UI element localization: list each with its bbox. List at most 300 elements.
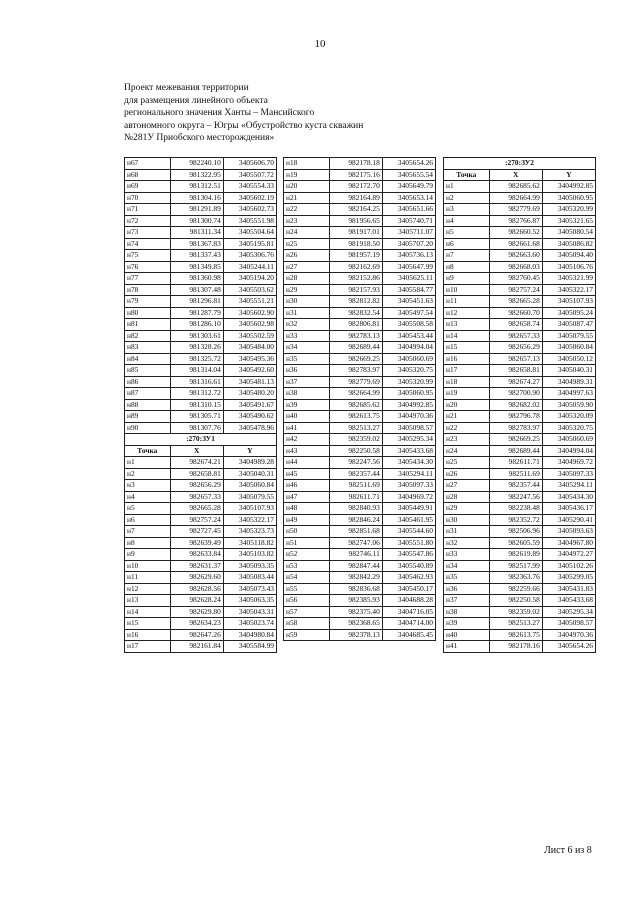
x-coordinate-cell: 982700.90 [489,388,542,400]
point-id-cell: н26 [284,250,330,262]
y-coordinate-cell: 3404969.72 [382,491,435,503]
y-coordinate-cell: 3405107.93 [542,296,595,308]
table-row [125,273,277,285]
section-title: :270:ЗУ1 [125,434,277,446]
table-row [444,422,596,434]
y-coordinate-cell: 3405094.40 [542,250,595,262]
table-row [125,629,277,641]
coordinates-table-right [443,157,596,653]
point-id-cell: н31 [284,307,330,319]
point-id-cell: н35 [444,572,490,584]
y-coordinate-cell: 3405060.84 [223,480,276,492]
y-coordinate-cell: 3405602.73 [223,204,276,216]
y-coordinate-cell: 3405551.21 [223,296,276,308]
table-row [444,411,596,423]
point-id-cell: н12 [125,583,171,595]
table-row [444,342,596,354]
y-coordinate-cell: 3405095.24 [542,307,595,319]
x-coordinate-cell: 982760.45 [489,273,542,285]
heading-line: для размещения линейного объекта [124,95,268,106]
table-row [284,572,436,584]
x-coordinate-cell: 982660.70 [489,307,542,319]
x-coordinate-cell: 981337.43 [170,250,223,262]
point-id-cell: н34 [284,342,330,354]
point-id-cell: н39 [284,399,330,411]
point-id-cell: н51 [284,537,330,549]
x-coordinate-cell: 982240.10 [170,158,223,170]
x-coordinate-cell: 982164.89 [329,192,382,204]
table-row [125,549,277,561]
point-id-cell: н20 [444,399,490,411]
y-coordinate-cell: 3405481.13 [223,376,276,388]
y-coordinate-cell: 3405651.66 [382,204,435,216]
x-coordinate-cell: 982663.60 [489,250,542,262]
y-coordinate-cell: 3405434.30 [382,457,435,469]
y-coordinate-cell: 3405461.95 [382,514,435,526]
column-header-point: Точка [125,445,171,457]
point-id-cell: н30 [284,296,330,308]
x-coordinate-cell: 981307.76 [170,422,223,434]
x-coordinate-cell: 981917.01 [329,227,382,239]
x-coordinate-cell: 982669.25 [329,353,382,365]
x-coordinate-cell: 981296.81 [170,296,223,308]
table-row [125,537,277,549]
table-row [284,238,436,250]
y-coordinate-cell: 3405107.93 [223,503,276,515]
table-row [125,422,277,434]
x-coordinate-cell: 982783.13 [329,330,382,342]
y-coordinate-cell: 3405118.82 [223,537,276,549]
x-coordinate-cell: 982747.06 [329,537,382,549]
table-row [125,583,277,595]
x-coordinate-cell: 982689.44 [329,342,382,354]
point-id-cell: н35 [284,353,330,365]
x-coordinate-cell: 982375.40 [329,606,382,618]
x-coordinate-cell: 982359.02 [489,606,542,618]
table-row [444,307,596,319]
y-coordinate-cell: 3405450.17 [382,583,435,595]
y-coordinate-cell: 3405449.91 [382,503,435,515]
sheet-counter: Лист 6 из 8 [544,845,592,856]
x-coordinate-cell: 981305.71 [170,411,223,423]
table-row [444,629,596,641]
y-coordinate-cell: 3405294.11 [542,480,595,492]
column-header-row [125,445,277,457]
point-id-cell: н22 [444,422,490,434]
point-id-cell: н70 [125,192,171,204]
y-coordinate-cell: 3405320.99 [382,376,435,388]
x-coordinate-cell: 982629.60 [170,572,223,584]
heading-line: №281У Приобского месторождения» [124,133,275,143]
table-row [444,491,596,503]
y-coordinate-cell: 3404970.36 [382,411,435,423]
point-id-cell: н8 [444,261,490,273]
table-row [125,526,277,538]
x-coordinate-cell: 982660.52 [489,227,542,239]
table-row [284,250,436,262]
point-id-cell: н3 [444,204,490,216]
point-id-cell: н45 [284,468,330,480]
table-row [284,526,436,538]
x-coordinate-cell: 982152.86 [329,273,382,285]
x-coordinate-cell: 981287.79 [170,307,223,319]
table-row [125,560,277,572]
y-coordinate-cell: 3405433.68 [382,445,435,457]
table-row [444,583,596,595]
y-coordinate-cell: 3405060.69 [382,353,435,365]
y-coordinate-cell: 3405060.69 [542,434,595,446]
y-coordinate-cell: 3405102.26 [542,560,595,572]
point-id-cell: н58 [284,618,330,630]
x-coordinate-cell: 982385.93 [329,595,382,607]
x-coordinate-cell: 982511.69 [329,480,382,492]
table-row [444,514,596,526]
x-coordinate-cell: 982611.71 [329,491,382,503]
x-coordinate-cell: 982783.97 [489,422,542,434]
y-coordinate-cell: 3405654.26 [382,158,435,170]
point-id-cell: н32 [444,537,490,549]
y-coordinate-cell: 3404688.28 [382,595,435,607]
x-coordinate-cell: 982657.33 [489,330,542,342]
y-coordinate-cell: 3405322.17 [223,514,276,526]
y-coordinate-cell: 3405290.41 [542,514,595,526]
x-coordinate-cell: 982250.58 [489,595,542,607]
y-coordinate-cell: 3405195.81 [223,238,276,250]
table-row [125,606,277,618]
point-id-cell: н57 [284,606,330,618]
heading-line: Проект межевания территории [124,83,249,93]
table-row [444,353,596,365]
y-coordinate-cell: 3405098.57 [382,422,435,434]
x-coordinate-cell: 982783.97 [329,365,382,377]
point-id-cell: н14 [125,606,171,618]
table-row [125,158,277,170]
table-row [125,376,277,388]
point-id-cell: н3 [125,480,171,492]
x-coordinate-cell: 982359.02 [329,434,382,446]
x-coordinate-cell: 982634.23 [170,618,223,630]
x-coordinate-cell: 982836.68 [329,583,382,595]
point-id-cell: н33 [444,549,490,561]
x-coordinate-cell: 982619.89 [489,549,542,561]
table-row [125,227,277,239]
y-coordinate-cell: 3405453.44 [382,330,435,342]
y-coordinate-cell: 3405551.98 [223,215,276,227]
x-coordinate-cell: 982806.81 [329,319,382,331]
point-id-cell: н5 [444,227,490,239]
y-coordinate-cell: 3405606.70 [223,158,276,170]
table-row [125,192,277,204]
y-coordinate-cell: 3405299.05 [542,572,595,584]
table-row [284,296,436,308]
table-row [444,284,596,296]
y-coordinate-cell: 3405654.26 [542,641,595,653]
x-coordinate-cell: 982628.24 [170,595,223,607]
point-id-cell: н56 [284,595,330,607]
y-coordinate-cell: 3405040.31 [223,468,276,480]
y-coordinate-cell: 3405060.95 [542,192,595,204]
table-row [444,250,596,262]
point-id-cell: н38 [284,388,330,400]
x-coordinate-cell: 982511.69 [489,468,542,480]
table-row [125,399,277,411]
table-row [284,169,436,181]
table-row [125,238,277,250]
x-coordinate-cell: 982629.80 [170,606,223,618]
y-coordinate-cell: 3405097.33 [542,468,595,480]
point-id-cell: н15 [444,342,490,354]
point-id-cell: н49 [284,514,330,526]
point-id-cell: н17 [125,641,171,653]
x-coordinate-cell: 982779.69 [489,204,542,216]
y-coordinate-cell: 3405244.11 [223,261,276,273]
y-coordinate-cell: 3405491.67 [223,399,276,411]
point-id-cell: н6 [444,238,490,250]
table-row [284,629,436,641]
table-row [444,606,596,618]
y-coordinate-cell: 3405740.71 [382,215,435,227]
point-id-cell: н47 [284,491,330,503]
y-coordinate-cell: 3405093.63 [542,526,595,538]
table-row [444,537,596,549]
y-coordinate-cell: 3405451.63 [382,296,435,308]
point-id-cell: н7 [125,526,171,538]
y-coordinate-cell: 3405602.98 [223,319,276,331]
table-row [125,572,277,584]
section-title-row [444,158,596,170]
x-coordinate-cell: 981312.72 [170,388,223,400]
point-id-cell: н6 [125,514,171,526]
y-coordinate-cell: 3404716.05 [382,606,435,618]
x-coordinate-cell: 982766.87 [489,215,542,227]
point-id-cell: н86 [125,376,171,388]
x-coordinate-cell: 982727.45 [170,526,223,538]
x-coordinate-cell: 981957.19 [329,250,382,262]
table-row [125,250,277,262]
table-row [284,503,436,515]
y-coordinate-cell: 3405306.76 [223,250,276,262]
point-id-cell: н29 [444,503,490,515]
x-coordinate-cell: 982162.69 [329,261,382,273]
point-id-cell: н4 [125,491,171,503]
point-id-cell: н24 [444,445,490,457]
document-heading [124,82,424,145]
table-row [284,158,436,170]
x-coordinate-cell: 981286.10 [170,319,223,331]
table-row [444,261,596,273]
table-row [125,514,277,526]
y-coordinate-cell: 3405093.35 [223,560,276,572]
x-coordinate-cell: 982812.82 [329,296,382,308]
table-row [284,342,436,354]
point-id-cell: н79 [125,296,171,308]
section-title-row [125,434,277,446]
table-row [284,445,436,457]
table-row [444,376,596,388]
x-coordinate-cell: 982164.25 [329,204,382,216]
point-id-cell: н27 [444,480,490,492]
point-id-cell: н84 [125,353,171,365]
y-coordinate-cell: 3405736.13 [382,250,435,262]
y-coordinate-cell: 3405436.17 [542,503,595,515]
point-id-cell: н33 [284,330,330,342]
x-coordinate-cell: 982665.28 [489,296,542,308]
point-id-cell: н1 [444,181,490,193]
x-coordinate-cell: 982832.54 [329,307,382,319]
point-id-cell: н38 [444,606,490,618]
table-row [284,606,436,618]
x-coordinate-cell: 982664.99 [489,192,542,204]
point-id-cell: н19 [444,388,490,400]
y-coordinate-cell: 3404997.63 [542,388,595,400]
x-coordinate-cell: 982674.27 [489,376,542,388]
x-coordinate-cell: 982779.69 [329,376,382,388]
y-coordinate-cell: 3405320.99 [542,204,595,216]
point-id-cell: н37 [284,376,330,388]
table-row [284,330,436,342]
table-row [284,284,436,296]
x-coordinate-cell: 982613.75 [489,629,542,641]
table-row [444,434,596,446]
y-coordinate-cell: 3404980.84 [223,629,276,641]
y-coordinate-cell: 3405080.54 [542,227,595,239]
y-coordinate-cell: 3405063.35 [223,595,276,607]
point-id-cell: н25 [444,457,490,469]
table-row [444,192,596,204]
table-row [284,583,436,595]
x-coordinate-cell: 981349.85 [170,261,223,273]
table-row [444,227,596,239]
table-row [125,457,277,469]
y-coordinate-cell: 3405431.83 [542,583,595,595]
table-row [284,319,436,331]
table-row [284,595,436,607]
x-coordinate-cell: 982631.37 [170,560,223,572]
point-id-cell: н31 [444,526,490,538]
x-coordinate-cell: 982840.93 [329,503,382,515]
point-id-cell: н7 [444,250,490,262]
point-id-cell: н80 [125,307,171,319]
point-id-cell: н13 [444,319,490,331]
x-coordinate-cell: 981316.61 [170,376,223,388]
point-id-cell: н82 [125,330,171,342]
point-id-cell: н21 [444,411,490,423]
column-header-x: X [170,445,223,457]
y-coordinate-cell: 3405584.99 [223,641,276,653]
point-id-cell: н83 [125,342,171,354]
x-coordinate-cell: 982178.18 [329,158,382,170]
point-id-cell: н28 [284,273,330,285]
point-id-cell: н25 [284,238,330,250]
table-row [444,204,596,216]
table-row [444,273,596,285]
point-id-cell: н36 [444,583,490,595]
y-coordinate-cell: 3405060.95 [382,388,435,400]
y-coordinate-cell: 3405551.80 [382,537,435,549]
x-coordinate-cell: 982378.13 [329,629,382,641]
table-row [125,169,277,181]
y-coordinate-cell: 3405083.44 [223,572,276,584]
point-id-cell: н41 [284,422,330,434]
table-row [284,353,436,365]
column-header-x: X [489,169,542,181]
point-id-cell: н29 [284,284,330,296]
x-coordinate-cell: 982513.27 [329,422,382,434]
point-id-cell: н18 [284,158,330,170]
y-coordinate-cell: 3405320.75 [542,422,595,434]
x-coordinate-cell: 982657.33 [170,491,223,503]
page-number: 10 [314,38,326,50]
x-coordinate-cell: 982851.68 [329,526,382,538]
y-coordinate-cell: 3405649.79 [382,181,435,193]
x-coordinate-cell: 982661.68 [489,238,542,250]
table-row [125,284,277,296]
y-coordinate-cell: 3405106.76 [542,261,595,273]
y-coordinate-cell: 3405625.11 [382,273,435,285]
point-id-cell: н44 [284,457,330,469]
x-coordinate-cell: 982639.49 [170,537,223,549]
point-id-cell: н13 [125,595,171,607]
table-row [444,457,596,469]
x-coordinate-cell: 982352.72 [489,514,542,526]
y-coordinate-cell: 3405294.11 [382,468,435,480]
y-coordinate-cell: 3404970.36 [542,629,595,641]
y-coordinate-cell: 3404992.85 [382,399,435,411]
point-id-cell: н5 [125,503,171,515]
table-row [284,491,436,503]
x-coordinate-cell: 982685.62 [329,399,382,411]
point-id-cell: н16 [444,353,490,365]
x-coordinate-cell: 982363.76 [489,572,542,584]
table-row [284,618,436,630]
x-coordinate-cell: 981311.34 [170,227,223,239]
x-coordinate-cell: 982161.84 [170,641,223,653]
x-coordinate-cell: 982513.27 [489,618,542,630]
x-coordinate-cell: 982250.58 [329,445,382,457]
heading-line: автономного округа – Югры «Обустройство куста скважин [124,120,364,131]
table-row [125,296,277,308]
table-row [125,261,277,273]
table-row [284,457,436,469]
point-id-cell: н17 [444,365,490,377]
table-row [125,342,277,354]
x-coordinate-cell: 981325.72 [170,353,223,365]
point-id-cell: н2 [444,192,490,204]
table-row [125,307,277,319]
y-coordinate-cell: 3405490.62 [223,411,276,423]
point-id-cell: н81 [125,319,171,331]
table-row [444,365,596,377]
table-row [125,503,277,515]
x-coordinate-cell: 981322.95 [170,169,223,181]
x-coordinate-cell: 982368.65 [329,618,382,630]
point-id-cell: н30 [444,514,490,526]
point-id-cell: н23 [444,434,490,446]
x-coordinate-cell: 982685.62 [489,181,542,193]
y-coordinate-cell: 3404714.00 [382,618,435,630]
x-coordinate-cell: 981303.61 [170,330,223,342]
y-coordinate-cell: 3405434.30 [542,491,595,503]
point-id-cell: н26 [444,468,490,480]
x-coordinate-cell: 982605.59 [489,537,542,549]
point-id-cell: н34 [444,560,490,572]
x-coordinate-cell: 982611.71 [489,457,542,469]
y-coordinate-cell: 3405433.68 [542,595,595,607]
heading-line: регионального значения Ханты – Мансийского [124,108,315,118]
point-id-cell: н11 [444,296,490,308]
x-coordinate-cell: 982357.44 [329,468,382,480]
point-id-cell: н18 [444,376,490,388]
